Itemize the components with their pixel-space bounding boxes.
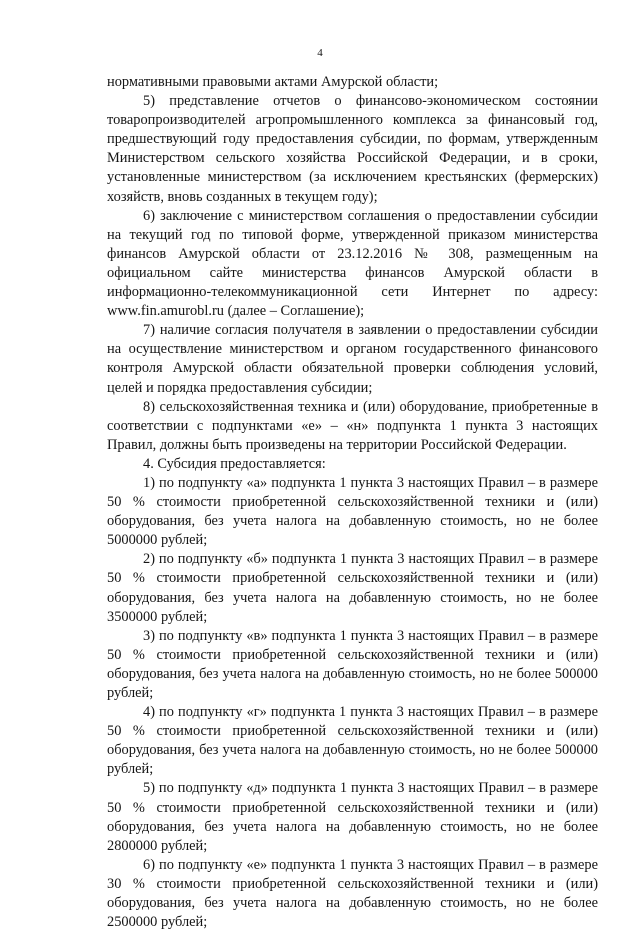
paragraph-continuation: нормативными правовыми актами Амурской области; (107, 74, 439, 90)
subsidy-item-3: 3) по подпункту «в» подпункта 1 пункта 3 настоящих Правил – в размере 50 % стоимости приобретенной сельскохозяйственной техники и (или) оборудования, без учета налога на добавленную стоимость, но не более 500000 рублей; (107, 627, 598, 701)
page-number: 4 (317, 47, 323, 59)
paragraph-item-5: 5) представление отчетов о финансово-экономическом состоянии товаропроизводителей агропромышленного комплекса за финансовый год, предшествующий году предоставления субсидии, по формам, утвержденным Министерством сельского хозяйства Российской Федерации, и в сроки, установленные министерством (за исключением крестьянских (фермерских) хозяйств, вновь созданных в текущем году); (107, 93, 598, 205)
subsidy-item-4: 4) по подпункту «г» подпункта 1 пункта 3 настоящих Правил – в размере 50 % стоимости приобретенной сельскохозяйственной техники и (или) оборудования, без учета налога на добавленную стоимость, но не более 500000 рублей; (107, 704, 598, 778)
section-4-heading: 4. Субсидия предоставляется: (143, 455, 326, 472)
subsidy-item-2: 2) по подпункту «б» подпункта 1 пункта 3 настоящих Правил – в размере 50 % стоимости приобретенной сельскохозяйственной техники и (или) оборудования, без учета налога на добавленную стоимость, но не более 3500000 рублей; (107, 551, 598, 625)
paragraph-item-7: 7) наличие согласия получателя в заявлении о предоставлении субсидии на осуществление министерством и органом государственного финансового контроля Амурской области обязательной проверки соблюдения условий, целей и порядка предоставления субсидии; (107, 322, 598, 396)
paragraph-item-8: 8) сельскохозяйственная техника и (или) оборудование, приобретенные в соответствии с подпунктами «е» – «н» подпункта 1 пункта 3 настоящих Правил, должны быть произведены на территории Российской Федерации. (107, 398, 598, 453)
document-body (107, 73, 598, 932)
subsidy-item-6: 6) по подпункту «е» подпункта 1 пункта 3 настоящих Правил – в размере 30 % стоимости приобретенной сельскохозяйственной техники и (или) оборудования, без учета налога на добавленную стоимость, но не более 2500000 рублей; (107, 856, 598, 931)
subsidy-item-5: 5) по подпункту «д» подпункта 1 пункта 3 настоящих Правил – в размере 50 % стоимости приобретенной сельскохозяйственной техники и (или) оборудования, без учета налога на добавленную стоимость, но не более 2800000 рублей; (107, 780, 598, 854)
subsidy-item-1: 1) по подпункту «а» подпункта 1 пункта 3 настоящих Правил – в размере 50 % стоимости приобретенной сельскохозяйственной техники и (или) оборудования, без учета налога на добавленную стоимость, но не более 5000000 рублей; (107, 474, 598, 549)
paragraph-item-6: 6) заключение с министерством соглашения о предоставлении субсидии на текущий год по типовой форме, утвержденной приказом министерства финансов Амурской области от 23.12.2016 № 308, размещенным на официальном сайте министерства финансов Амурской области в информационно-телекоммуникационной сети Интернет по адресу: www.fin.amurobl.ru (далее – Соглашение); (107, 207, 598, 320)
